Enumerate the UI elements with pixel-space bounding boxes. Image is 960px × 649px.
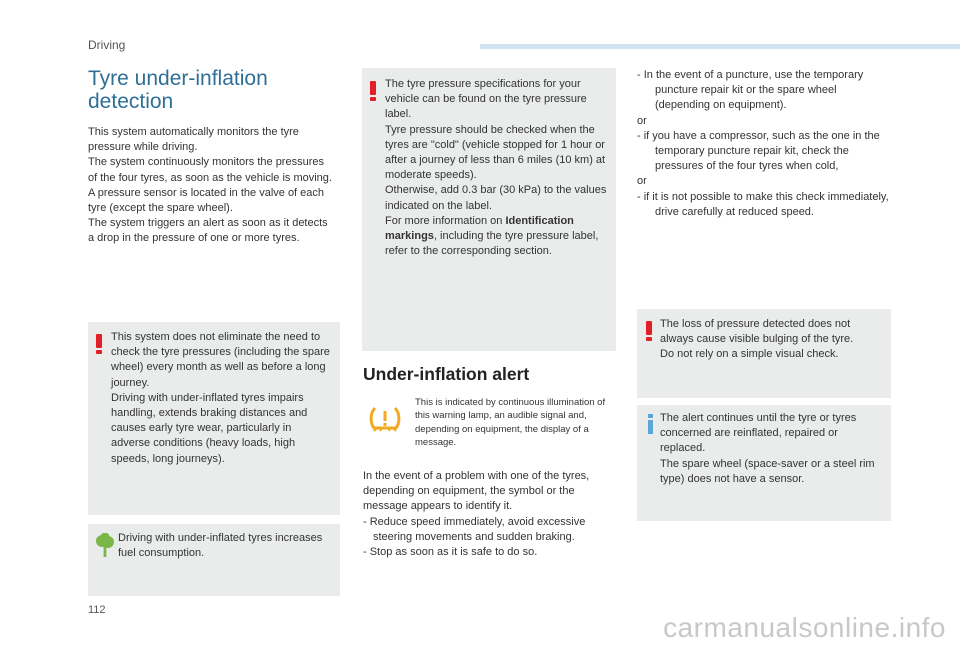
list-item: - if it is not possible to make this check immediately, drive carefully at reduced speed. [637,190,889,218]
eco-text: Driving with under-inflated tyres increases fuel consumption. [118,532,323,560]
warning-text: This system does not eliminate the need to check the tyre pressures (including the spare wheel) every month as well as before a long journey. [111,331,330,389]
page-number: 112 [88,604,106,616]
eco-box-fuel [88,524,340,596]
exclamation-warning-icon [370,81,377,101]
lamp-description: This is indicated by continuous illumination of this warning lamp, an audible signal and, depending on equipment, the display of a message. [415,397,606,448]
exclamation-warning-icon [96,334,103,354]
warning-box-tyre-checks [88,322,340,515]
section-title: Under-inflation alert [363,364,530,384]
info-icon [648,414,654,434]
intro-paragraph: This system automatically monitors the tyre pressure while driving. [88,126,299,154]
list-item: - if you have a compressor, such as the one in the temporary puncture repair kit, check the pressures of the four tyres when cold, [637,129,880,173]
or-separator: or [637,114,647,127]
warning-text: For more information on Identification markings, including the tyre pressure label, refer to the corresponding section. [385,214,599,258]
tree-eco-icon [95,533,115,559]
page-title-line1: Tyre under-inflation [88,67,268,90]
intro-text [88,125,333,247]
info-text: The spare wheel (space-saver or a steel rim type) does not have a sensor. [660,457,875,485]
header-rule [480,44,960,49]
intro-paragraph: The system continuously monitors the pressures of the four tyres, as soon as the vehicle is moving. [88,156,332,184]
warning-text: Driving with under-inflated tyres impairs handling, extends braking distances and causes early tyre wear, particularly in adverse conditions (heavy loads, high speeds, long journeys). [111,391,308,465]
warning-text: The loss of pressure detected does not always cause visible bulging of the tyre. [660,318,854,346]
info-box-alert-continues [637,405,891,521]
section-label: Driving [88,38,126,52]
alert-text: In the event of a problem with one of the tyres, depending on equipment, the symbol or the message appears to identify it. [363,470,590,513]
or-separator: or [637,175,647,188]
puncture-actions-list [637,68,892,220]
warning-text: Tyre pressure should be checked when the tyres are "cold" (vehicle stopped for 1 hour or after a journey of less than 6 miles (10 km) at moderate speeds). [385,123,606,182]
list-item: - Reduce speed immediately, avoid excessive steering movements and sudden braking. [363,515,586,543]
page-title [88,67,328,113]
intro-paragraph: The system triggers an alert as soon as it detects a drop in the pressure of one or more tyres. [88,217,328,245]
identification-markings-ref: Identification markings [385,214,574,243]
warning-box-pressure-specs [362,68,616,351]
intro-paragraph: A pressure sensor is located in the valve of each tyre (except the spare wheel). [88,186,325,215]
alert-body [363,469,618,560]
warning-text: The tyre pressure specifications for your vehicle can be found on the tyre pressure label. [385,78,587,121]
watermark: carmanualsonline.info [663,612,946,643]
warning-text: Do not rely on a simple visual check. [660,348,839,361]
list-item: - Stop as soon as it is safe to do so. [363,546,538,559]
tyre-pressure-warning-lamp-icon [368,404,402,434]
page-title-line2: detection [88,90,174,113]
info-text: The alert continues until the tyre or tyres concerned are reinflated, repaired or replaced. [660,412,857,455]
exclamation-warning-icon [646,321,653,341]
warning-text: Otherwise, add 0.3 bar (30 kPa) to the values indicated on the label. [385,184,607,212]
list-item: - In the event of a puncture, use the temporary puncture repair kit or the spare wheel (depending on equipment). [637,69,864,112]
warning-box-visual-check [637,309,891,398]
